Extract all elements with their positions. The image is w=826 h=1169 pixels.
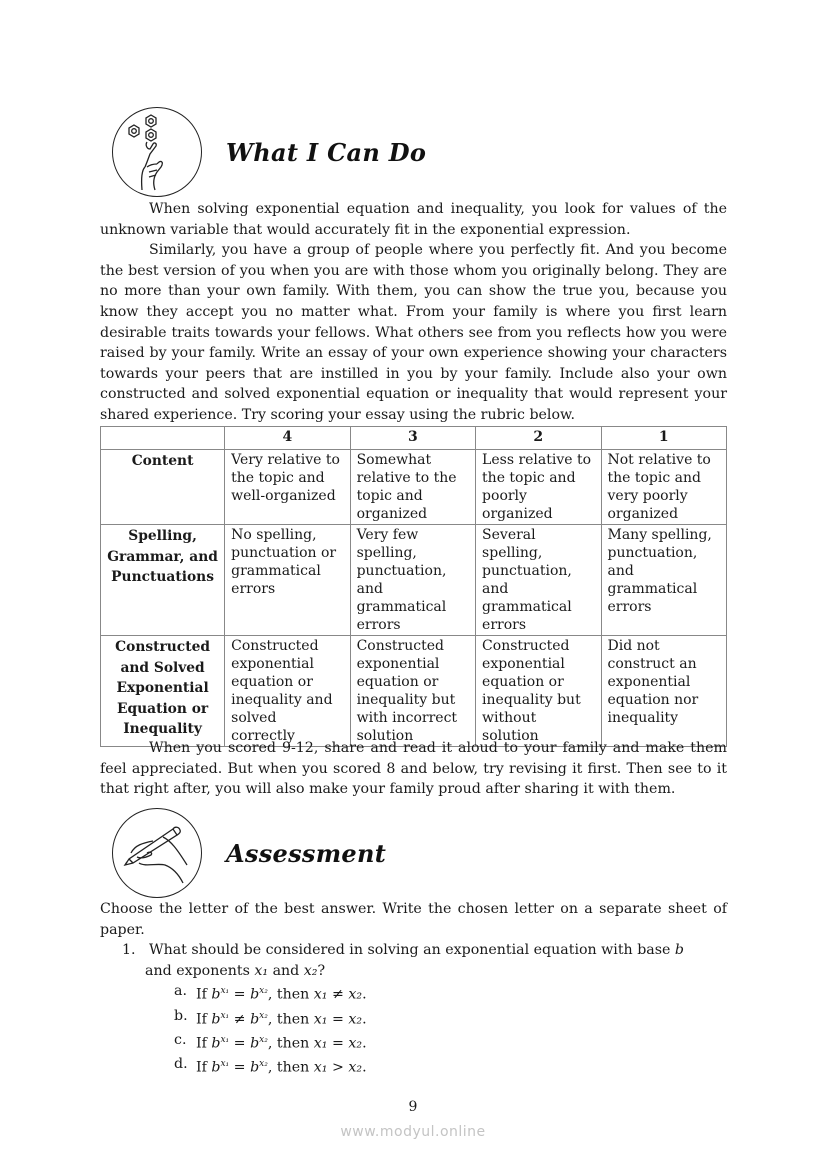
question-text-part: What should be considered in solving an exponential equation with base bbox=[149, 942, 675, 959]
math-exponent: x₁ bbox=[220, 1010, 230, 1021]
rubric-criterion: Content bbox=[101, 450, 225, 525]
math-exponent: x₂ bbox=[259, 1035, 268, 1046]
question-text-part: and exponents bbox=[145, 962, 255, 979]
math-var: x₁ bbox=[313, 1035, 328, 1052]
option-letter: d. bbox=[174, 1056, 188, 1073]
intro-paragraph-2: Similarly, you have a group of people where you perfectly fit. And you become the best version of you when you are with those whom you originally belong. They are no more than your own family. With them, you can show the true you, because you know they accept you no matter what. From your family is where you first learn desirable traits towards your fellows. What others see from you reflects how you were raised by your family. Write an essay of your own experience showing your characters towards your peers that are instilled in you by your family. Include also your own constructed and solved exponential equation or inequality that would represent your shared experience. Try scoring your essay using the rubric below. bbox=[100, 242, 727, 423]
rubric-cell: Very few spelling, punctuation, and grammatical errors bbox=[350, 525, 475, 636]
question-text bbox=[145, 940, 724, 981]
rubric-criterion: Constructed and Solved Exponential Equation or Inequality bbox=[101, 636, 225, 747]
math-base: b bbox=[250, 1011, 260, 1028]
section-title-what-i-can-do: What I Can Do bbox=[226, 137, 427, 167]
math-exponent: x₂ bbox=[259, 1010, 268, 1021]
math-operator: > bbox=[327, 1060, 349, 1077]
rubric-cell: Not relative to the topic and very poorly organized bbox=[601, 450, 727, 525]
math-exponent: x₁ bbox=[220, 1059, 230, 1070]
after-rubric-paragraph: When you scored 9-12, share and read it aloud to your family and make them feel appreciated. But when you scored 8 and below, try revising it first. Then see to it that right after, you will also make your family proud after sharing it with them. bbox=[100, 740, 727, 798]
intro-paragraph-1: When solving exponential equation and inequality, you look for values of the unknown variable that would accurately fit in the exponential expression. bbox=[100, 201, 727, 238]
rubric-cell: Constructed exponential equation or inequality but with incorrect solution bbox=[350, 636, 475, 747]
math-base: b bbox=[211, 1060, 221, 1077]
rubric-cell: Several spelling, punctuation, and grammatical errors bbox=[476, 525, 601, 636]
rubric-header-row bbox=[101, 427, 727, 450]
math-base: b bbox=[250, 1060, 260, 1077]
option-text-part: . bbox=[362, 1011, 367, 1028]
option-c[interactable] bbox=[174, 1030, 727, 1054]
rubric-header-score-1: 1 bbox=[601, 427, 727, 450]
option-letter: c. bbox=[174, 1032, 187, 1049]
rubric-header-blank bbox=[101, 427, 225, 450]
rubric-cell: Somewhat relative to the topic and organized bbox=[350, 450, 475, 525]
math-exponent: x₁ bbox=[220, 1035, 230, 1046]
option-letter: b. bbox=[174, 1007, 188, 1024]
math-base: b bbox=[211, 1011, 221, 1028]
math-var: x₂ bbox=[348, 1035, 363, 1052]
option-text bbox=[196, 1054, 367, 1078]
after-rubric-text bbox=[100, 738, 727, 800]
question-1 bbox=[122, 940, 727, 981]
math-var: x₂ bbox=[348, 1060, 363, 1077]
math-operator: = bbox=[229, 1060, 251, 1077]
rubric-cell: Very relative to the topic and well-organized bbox=[225, 450, 350, 525]
assessment-body bbox=[100, 899, 727, 1079]
option-text-part: If bbox=[196, 1060, 212, 1077]
option-text-part: , then bbox=[267, 1035, 314, 1052]
math-exponent: x₁ bbox=[220, 986, 230, 997]
rubric-cell: Many spelling, punctuation, and grammatical errors bbox=[601, 525, 727, 636]
math-operator: = bbox=[327, 1011, 349, 1028]
option-a[interactable] bbox=[174, 981, 727, 1005]
math-exponent: x₂ bbox=[259, 986, 268, 997]
rubric-header-score-3: 3 bbox=[350, 427, 475, 450]
rubric-row-constructed bbox=[101, 636, 727, 747]
rubric-cell: Constructed exponential equation or inequality and solved correctly bbox=[225, 636, 350, 747]
option-text bbox=[196, 981, 367, 1005]
rubric-cell: No spelling, punctuation or grammatical errors bbox=[225, 525, 350, 636]
option-text-part: . bbox=[362, 1060, 367, 1077]
question-text-part: ? bbox=[317, 962, 326, 979]
option-text bbox=[196, 1030, 367, 1054]
math-var: x₂ bbox=[348, 1011, 363, 1028]
math-operator: ≠ bbox=[327, 987, 349, 1004]
option-text bbox=[196, 1006, 367, 1030]
option-text-part: If bbox=[196, 1035, 212, 1052]
assessment-instructions: Choose the letter of the best answer. Write the chosen letter on a separate sheet of paper. bbox=[100, 901, 727, 938]
rubric-row-content bbox=[101, 450, 727, 525]
math-base: b bbox=[211, 1035, 221, 1052]
hand-wrench-bolts-icon bbox=[112, 107, 202, 197]
rubric-cell: Did not construct an exponential equation nor inequality bbox=[601, 636, 727, 747]
math-base: b bbox=[211, 987, 221, 1004]
rubric-row-spelling bbox=[101, 525, 727, 636]
page-number: 9 bbox=[408, 1099, 418, 1115]
option-text-part: , then bbox=[267, 1011, 314, 1028]
math-x1: x₁ bbox=[254, 962, 269, 979]
option-text-part: . bbox=[362, 1035, 367, 1052]
rubric-header-score-4: 4 bbox=[225, 427, 350, 450]
math-operator: = bbox=[229, 987, 251, 1004]
math-var: x₁ bbox=[313, 1060, 328, 1077]
what-i-can-do-header bbox=[112, 107, 426, 197]
rubric-cell: Less relative to the topic and poorly organized bbox=[476, 450, 601, 525]
math-base: b bbox=[674, 942, 685, 959]
intro-text bbox=[100, 199, 727, 426]
option-letter: a. bbox=[174, 983, 187, 1000]
scoring-rubric-table bbox=[100, 426, 727, 747]
math-exponent: x₂ bbox=[259, 1059, 268, 1070]
math-var: x₂ bbox=[348, 987, 363, 1004]
math-var: x₁ bbox=[313, 987, 328, 1004]
option-text-part: . bbox=[362, 987, 367, 1004]
math-x2: x₂ bbox=[303, 962, 318, 979]
math-operator: ≠ bbox=[229, 1011, 251, 1028]
option-b[interactable] bbox=[174, 1006, 727, 1030]
watermark: www.modyul.online bbox=[340, 1124, 486, 1140]
math-operator: = bbox=[229, 1035, 251, 1052]
option-text-part: , then bbox=[267, 1060, 314, 1077]
rubric-header-score-2: 2 bbox=[476, 427, 601, 450]
math-base: b bbox=[250, 1035, 260, 1052]
math-operator: = bbox=[327, 1035, 349, 1052]
option-text-part: , then bbox=[267, 987, 314, 1004]
rubric-cell: Constructed exponential equation or inequality but without solution bbox=[476, 636, 601, 747]
math-base: b bbox=[250, 987, 260, 1004]
rubric-criterion: Spelling, Grammar, and Punctuations bbox=[101, 525, 225, 636]
option-text-part: If bbox=[196, 1011, 212, 1028]
option-text-part: If bbox=[196, 987, 212, 1004]
question-number: 1. bbox=[122, 942, 136, 959]
section-title-assessment: Assessment bbox=[226, 838, 387, 868]
option-d[interactable] bbox=[174, 1054, 727, 1078]
hand-writing-pencil-icon bbox=[112, 808, 202, 898]
math-var: x₁ bbox=[313, 1011, 328, 1028]
assessment-header bbox=[112, 808, 386, 898]
question-text-part: and bbox=[268, 962, 304, 979]
